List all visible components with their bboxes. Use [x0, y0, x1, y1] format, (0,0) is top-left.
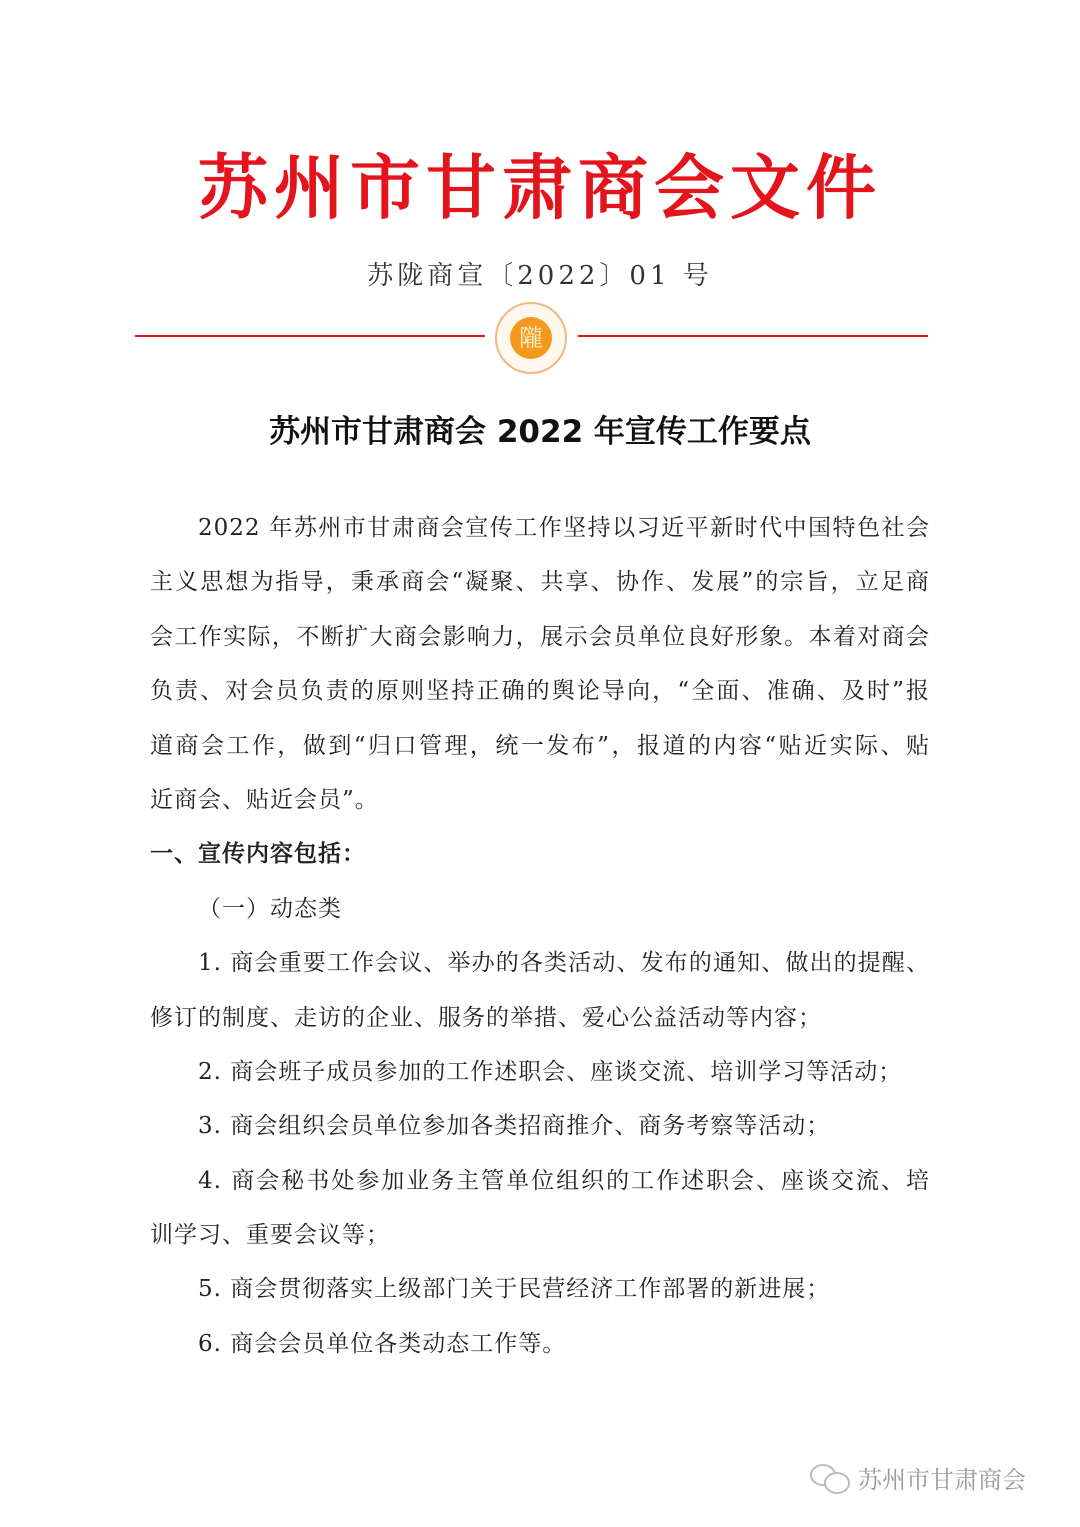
- chamber-seal-logo: [495, 302, 567, 374]
- watermark-text: 苏州市甘肃商会: [858, 1466, 1026, 1494]
- paragraph-line: 2022 年苏州市甘肃商会宣传工作坚持以习近平新时代中国特色社会: [198, 515, 930, 541]
- list-item-line: 修订的制度、走访的企业、服务的举措、爱心公益活动等内容；: [150, 1004, 822, 1031]
- wechat-icon: [810, 1464, 850, 1492]
- list-item-line: 4. 商会秘书处参加业务主管单位组织的工作述职会、座谈交流、培: [198, 1167, 930, 1194]
- subsection-heading: （一）动态类: [198, 895, 342, 922]
- list-item-line: 1. 商会重要工作会议、举办的各类活动、发布的通知、做出的提醒、: [198, 950, 930, 977]
- paragraph-line: 会工作实际，不断扩大商会影响力，展示会员单位良好形象。本着对商会: [150, 623, 930, 650]
- list-item-line: 2. 商会班子成员参加的工作述职会、座谈交流、培训学习等活动；: [198, 1058, 903, 1085]
- seal-emblem: 隴: [510, 317, 552, 359]
- paragraph-line: 道商会工作，做到“归口管理，统一发布”，报道的内容“贴近实际、贴: [150, 732, 930, 759]
- section-heading: 一、宣传内容包括：: [150, 841, 366, 868]
- document-body: [150, 510, 930, 1380]
- document-number: 苏陇商宣〔2022〕01 号: [367, 261, 713, 291]
- header-divider-right: [578, 335, 928, 337]
- document-header-title: 苏州市甘肃商会文件: [198, 147, 882, 229]
- list-item-line: 3. 商会组织会员单位参加各类招商推介、商务考察等活动；: [198, 1113, 831, 1140]
- paragraph-line: 主义思想为指导，秉承商会“凝聚、共享、协作、发展”的宗旨，立足商: [150, 569, 930, 596]
- header-divider-left: [135, 335, 485, 337]
- list-item-line: 6. 商会会员单位各类动态工作等。: [198, 1330, 567, 1357]
- paragraph-line: 近商会、贴近会员”。: [150, 786, 379, 813]
- wechat-watermark: [810, 1460, 1026, 1495]
- list-item-line: 5. 商会贯彻落实上级部门关于民营经济工作部署的新进展；: [198, 1276, 831, 1303]
- document-title: 苏州市甘肃商会 2022 年宣传工作要点: [269, 414, 811, 450]
- paragraph-line: 负责、对会员负责的原则坚持正确的舆论导向，“全面、准确、及时”报: [150, 678, 930, 705]
- list-item-line: 训学习、重要会议等；: [150, 1222, 390, 1249]
